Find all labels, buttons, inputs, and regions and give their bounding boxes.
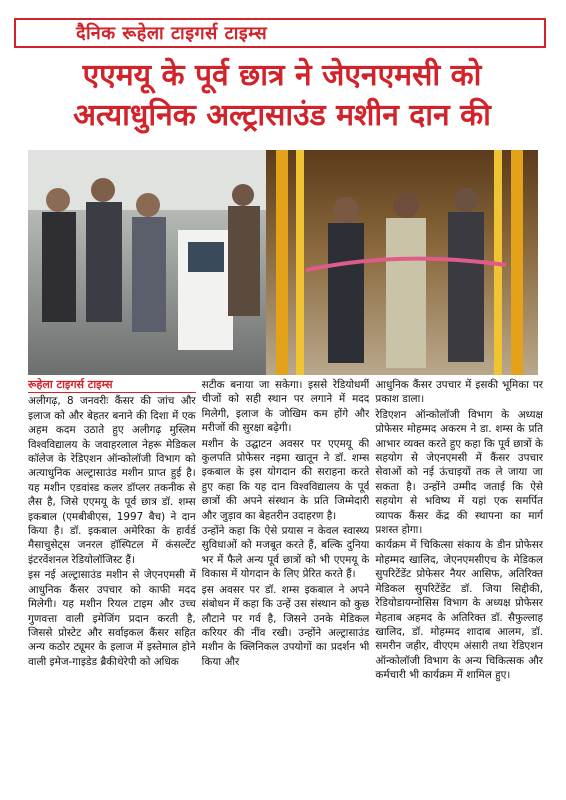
- headline-line-2: अत्याधुनिक अल्ट्रासाउंड मशीन दान की: [73, 98, 491, 133]
- article-column-3: [375, 378, 543, 796]
- photo-machine-demo-illustration: [28, 150, 266, 375]
- article-paragraph: इस अवसर पर डॉ. शम्स इकबाल ने अपने संबोधन में कहा कि उन्हें उस संस्थान को कुछ लौटाने पर गर्व है, जिसने उनके मेडिकल करियर की नींव रखी। उन्होंने अल्ट्रासाउंड मशीन के क्लिनिकल उपयोगों का प्रदर्शन भी किया और: [201, 583, 370, 668]
- article-column-1: [28, 378, 196, 796]
- article-paragraph: मशीन के उद्घाटन अवसर पर एएमयू की कुलपति प्रोफेसर नइमा खातून ने डॉ. शम्स इकबाल के इस योगदान की सराहना करते हुए कहा कि यह दान विश्वविद्यालय के पूर्व छात्रों की अपने संस्थान के प्रति जिम्मेदारी और जुड़ाव का बेहतरीन उदाहरण है।: [201, 437, 370, 522]
- article-column-2: [202, 378, 370, 796]
- article-paragraph: आधुनिक कैंसर उपचार में इसकी भूमिका पर प्रकाश डाला।: [375, 379, 544, 406]
- article-paragraph: सटीक बनाया जा सकेगा। इससे रेडियोधर्मी चीजों को सही स्थान पर लगाने में मदद मिलेगी, इलाज के जोखिम कम होंगे और मरीजों की सुरक्षा बढ़ेगी।: [201, 379, 370, 435]
- photo-ribbon-cutting-illustration: [266, 150, 538, 375]
- article-paragraph: अलीगढ़, 8 जनवरीः कैंसर की जांच और इलाज को और बेहतर बनाने की दिशा में एक अहम कदम उठाते हुए अलीगढ़ मुस्लिम विश्वविद्यालय के जवाहरलाल नेहरू मेडिकल कॉलेज के रेडिएशन ऑन्कोलॉजी विभाग को अत्याधुनिक अल्ट्रासाउंड मशीन प्राप्त हुई है। यह मशीन एडवांस्ड कलर डॉप्लर तकनीक से लैस है, जिसे एएमयू के पूर्व छात्र डॉ. शम्स इकबाल (एमबीबीएस, 1997 बैच) ने दान किया है। डॉ. इकबाल अमेरिका के हार्वर्ड मैसाचुसेट्स जनरल हॉस्पिटल में कंसल्टेंट इंटरवेंशनल रेडियोलॉजिस्ट हैं।: [28, 395, 196, 566]
- masthead: [14, 18, 546, 48]
- article-paragraph: उन्होंने कहा कि ऐसे प्रयास न केवल स्वास्थ्य सुविधाओं को मजबूत करते हैं, बल्कि दुनिया भर में फैले अन्य पूर्व छात्रों को भी एएमयू के विकास में योगदान के लिए प्रेरित करते हैं।: [201, 525, 370, 581]
- article-byline: रूहेला टाइगर्स टाइम्स: [28, 378, 196, 393]
- masthead-title: दैनिक रूहेला टाइगर्स टाइम्स: [76, 23, 268, 44]
- photo-machine-demo: [28, 150, 266, 375]
- headline-line-1: एएमयू के पूर्व छात्र ने जेएनएमसी को: [82, 58, 482, 93]
- article-body: [28, 378, 543, 796]
- article-paragraph: रेडिएशन ऑन्कोलॉजी विभाग के अध्यक्ष प्रोफेसर मोहम्मद अकरम ने डा. शम्स के प्रति आभार व्यक्त करते हुए कहा कि पूर्व छात्रों के सहयोग से जेएनएमसी में कैंसर उपचार सेवाओं को नई ऊंचाइयों तक ले जाया जा सकता है। उन्होंने उम्मीद जताई कि ऐसे सहयोग से भविष्य में यहां एक समर्पित व्यापक कैंसर केंद्र की स्थापना का मार्ग प्रशस्त होगा।: [375, 408, 544, 537]
- article-paragraph: कार्यक्रम में चिकित्सा संकाय के डीन प्रोफेसर मोहम्मद खालिद, जेएनएमसीएच के मेडिकल सुपरिटेंडेंट प्रोफेसर नैयर आसिफ, अतिरिक्त मेडिकल सुपरिटेंडेंट डॉ. जिया सिद्दीकी, रेडियोडायग्नोसिस विभाग के अध्यक्ष प्रोफेसर मेहताब अहमद के अतिरिक्त डॉ. सैफुल्लाह खालिद, डॉ. मोहम्मद शादाब आलम, डॉ. समरीन जहीर, वीएएम अंसारी तथा रेडिएशन ऑन्कोलॉजी विभाग के अन्य चिकित्सक और कर्मचारी भी कार्यक्रम में शामिल हुए।: [375, 539, 544, 682]
- headline: [12, 56, 552, 136]
- photo-ribbon-cutting: [266, 150, 538, 375]
- article-paragraph: इस नई अल्ट्रासाउंड मशीन से जेएनएमसी में आधुनिक कैंसर उपचार को काफी मदद मिलेगी। यह मशीन रियल टाइम और उच्च गुणवत्ता वाली इमेजिंग प्रदान करती है, जिससे प्रोस्टेट और सर्वाइकल कैंसर सहित अन्य कठोर ट्यूमर के इलाज में इस्तेमाल होने वाली इमेज-गाइडेड ब्रैकीथेरेपी को अधिक: [28, 569, 196, 668]
